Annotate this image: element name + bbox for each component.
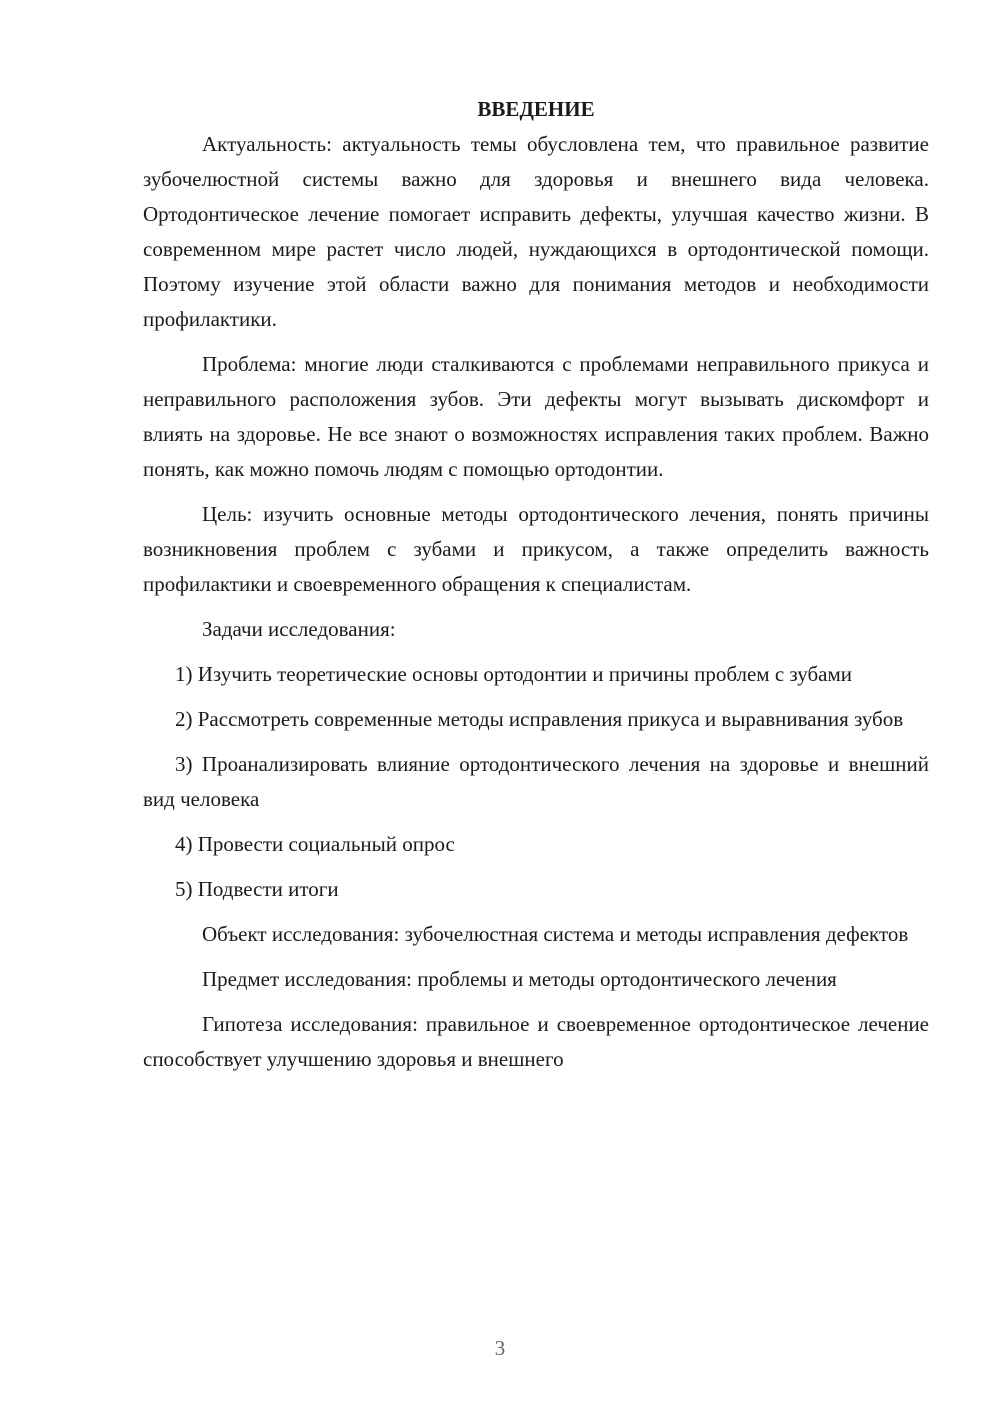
page-number: 3 bbox=[494, 1336, 506, 1360]
task-item-5: 5) Подвести итоги bbox=[175, 877, 339, 901]
object-paragraph: Объект исследования: зубочелюстная система и методы исправления дефектов bbox=[202, 922, 909, 946]
task-item-3: 3) Проанализировать влияние ортодонтического лечения на здоровье и внешний вид человека bbox=[143, 752, 929, 811]
task-item-2: 2) Рассмотреть современные методы исправления прикуса и выравнивания зубов bbox=[175, 707, 904, 731]
goal-paragraph: Цель: изучить основные методы ортодонтического лечения, понять причины возникновения проблем с зубами и прикусом, а также определить важность профилактики и своевременного обращения к специалистам. bbox=[143, 502, 929, 596]
subject-paragraph: Предмет исследования: проблемы и методы ортодонтического лечения bbox=[202, 967, 837, 991]
page-content bbox=[143, 92, 929, 1087]
task-item-1: 1) Изучить теоретические основы ортодонтии и причины проблем с зубами bbox=[175, 662, 853, 686]
task-item-4: 4) Провести социальный опрос bbox=[175, 832, 455, 856]
relevance-paragraph: Актуальность: актуальность темы обусловлена тем, что правильное развитие зубочелюстной системы важно для здоровья и внешнего вида человека. Ортодонтическое лечение помогает исправить дефекты, улучшая качество жизни. В современном мире растет число людей, нуждающихся в ортодонтической помощи. Поэтому изучение этой области важно для понимания методов и необходимости профилактики. bbox=[143, 132, 929, 331]
problem-paragraph: Проблема: многие люди сталкиваются с проблемами неправильного прикуса и неправильного расположения зубов. Эти дефекты могут вызывать дискомфорт и влиять на здоровье. Не все знают о возможностях исправления таких проблем. Важно понять, как можно помочь людям с помощью ортодонтии. bbox=[143, 352, 929, 481]
tasks-heading: Задачи исследования: bbox=[202, 617, 396, 641]
section-title: ВВЕДЕНИЕ bbox=[477, 97, 595, 121]
hypothesis-paragraph: Гипотеза исследования: правильное и своевременное ортодонтическое лечение способствует улучшению здоровья и внешнего bbox=[143, 1012, 929, 1071]
